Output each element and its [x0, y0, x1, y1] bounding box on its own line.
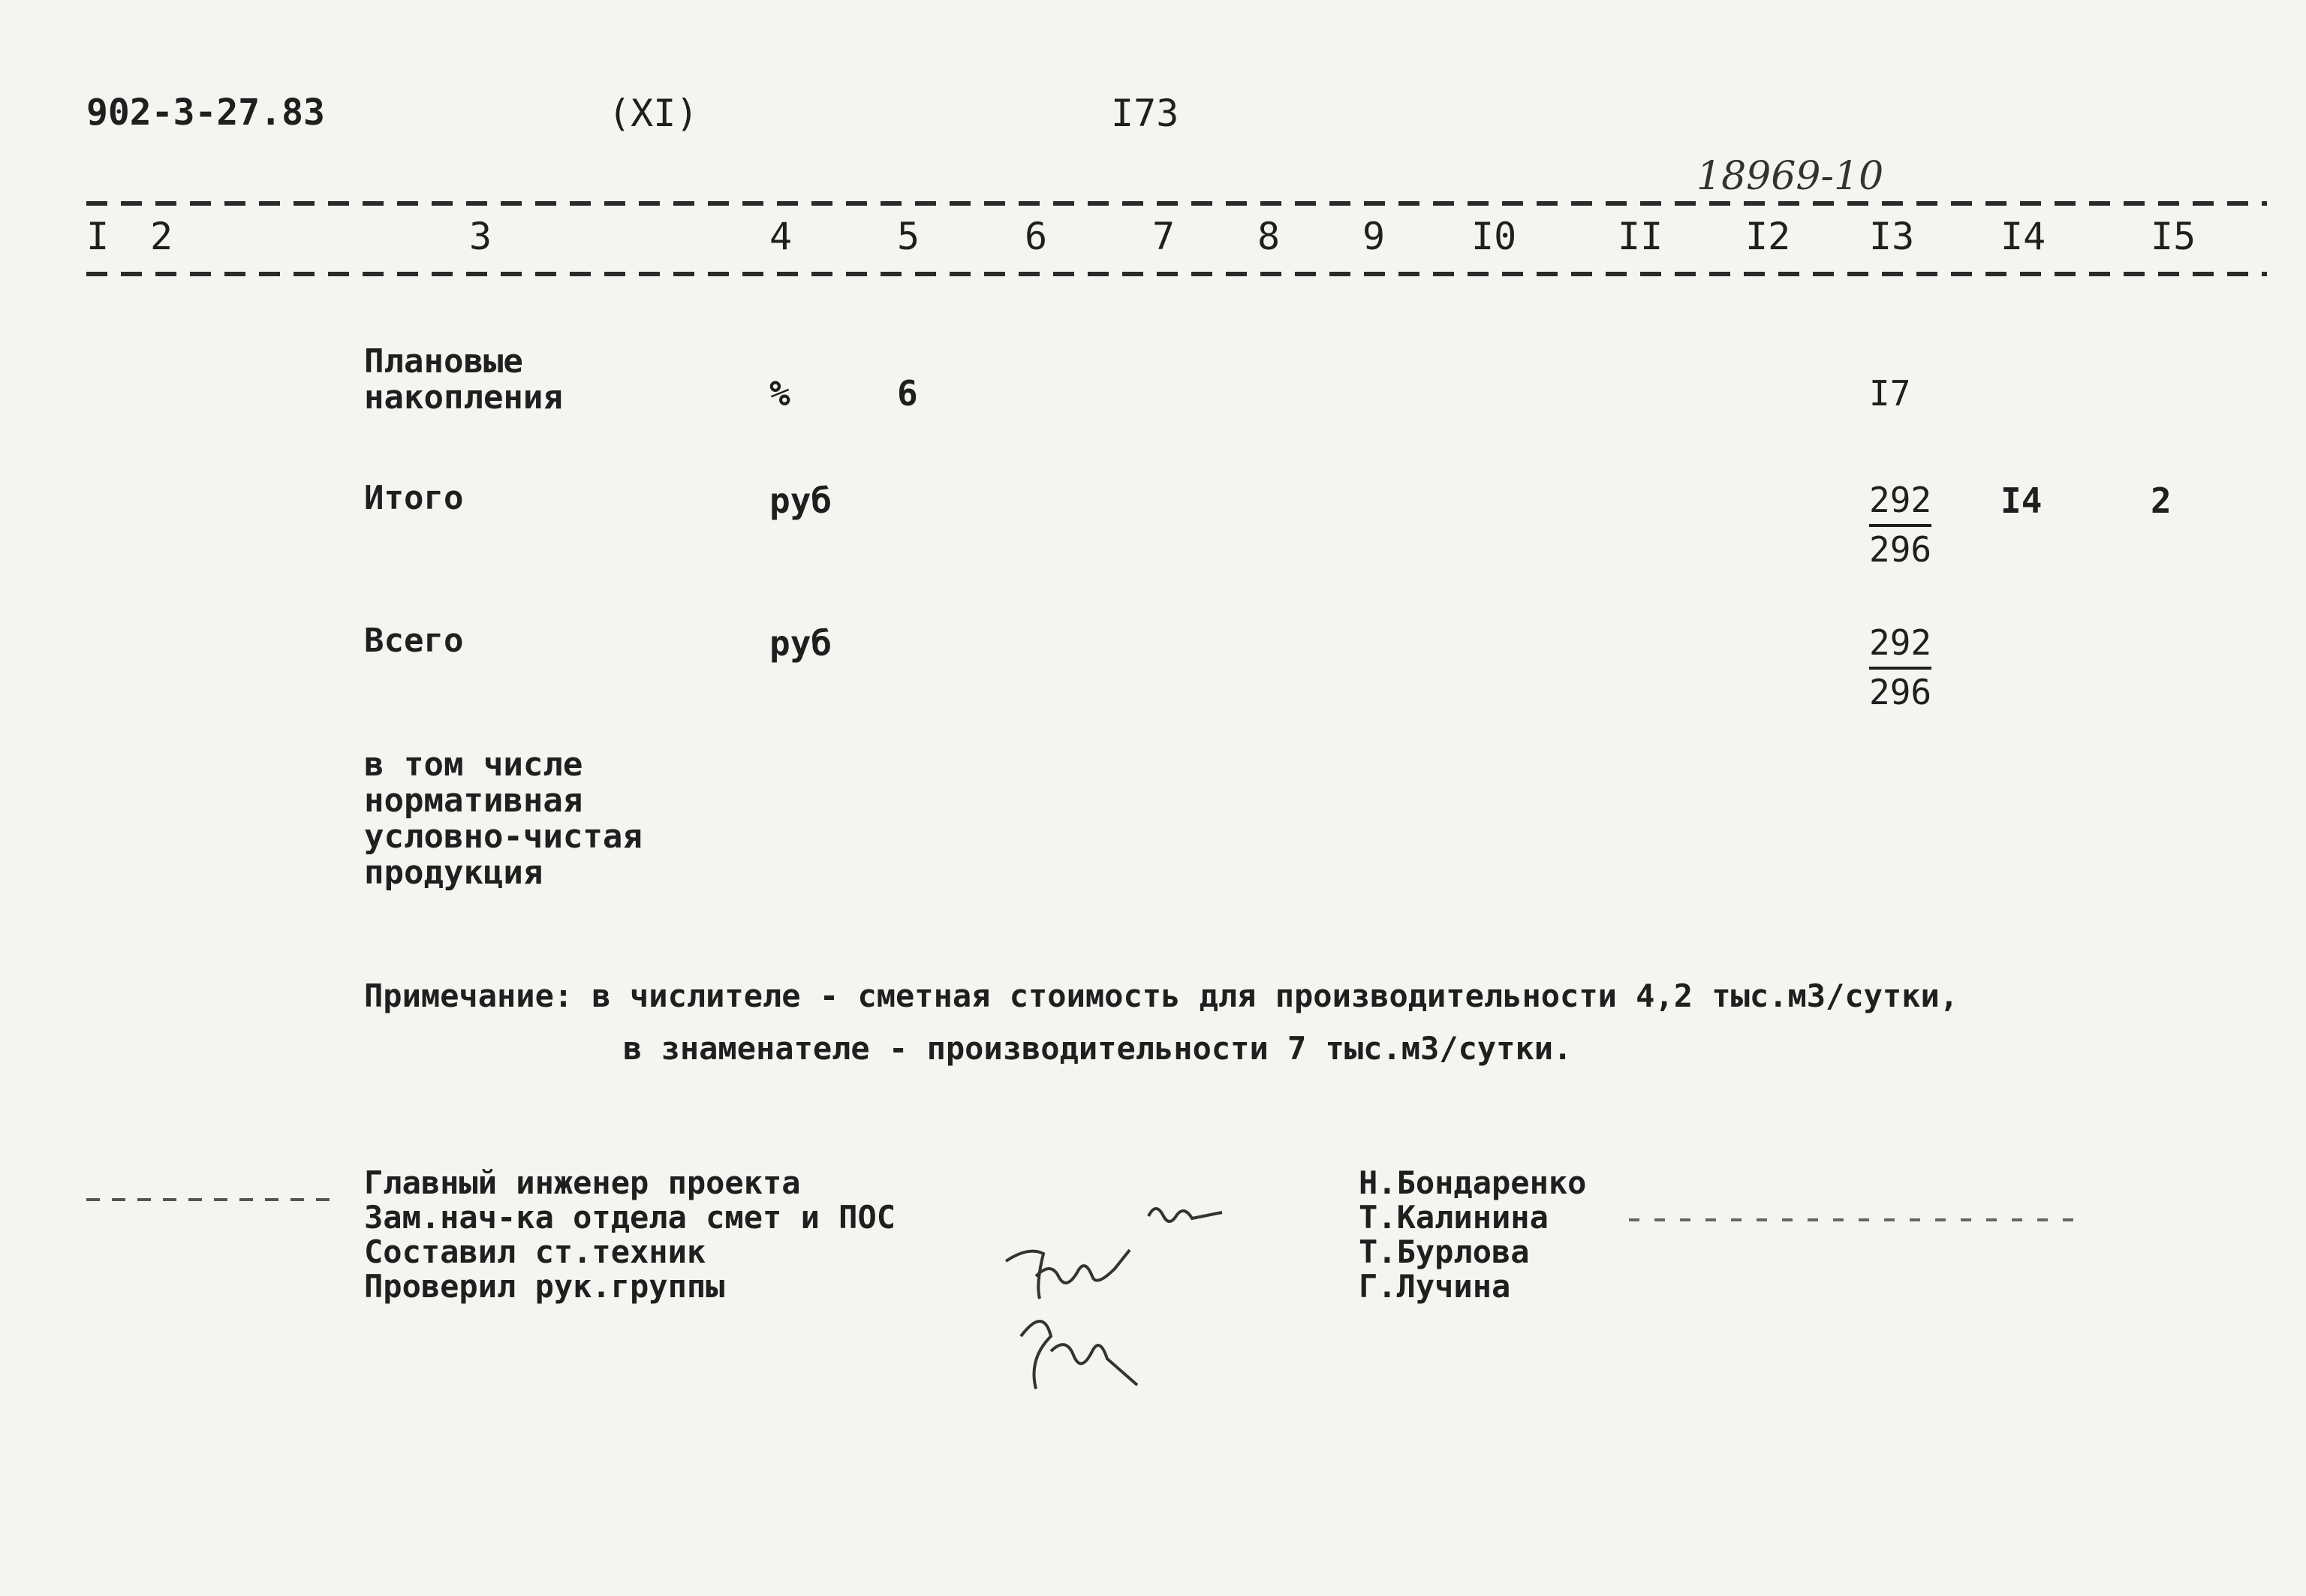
col-header-14: I4	[2000, 215, 2046, 258]
row-total-col13-fraction	[1869, 620, 1931, 715]
fraction-numerator: 292	[1869, 620, 1931, 670]
row-name-line: в том числе	[364, 745, 583, 784]
row-planned-savings-col5: 6	[897, 373, 918, 414]
signature-name: Н.Бондаренко	[1359, 1164, 1587, 1201]
col-header-10: I0	[1471, 215, 1517, 258]
col-header-6: 6	[1025, 215, 1048, 258]
signature-right-rule	[1629, 1218, 2079, 1221]
row-total-name: Всего	[364, 622, 464, 660]
row-subtotal-col15: 2	[2151, 480, 2172, 521]
signature-name: Г.Лучина	[1359, 1268, 1511, 1305]
col-header-11: II	[1618, 215, 1663, 258]
col-header-15: I5	[2151, 215, 2196, 258]
row-planned-savings-col13: I7	[1869, 373, 1911, 414]
signature-role: Составил ст.техник	[364, 1233, 706, 1270]
col-header-3: 3	[469, 215, 492, 258]
col-header-7: 7	[1152, 215, 1176, 258]
col-header-2: 2	[150, 215, 173, 258]
signature-role: Зам.нач-ка отдела смет и ПОС	[364, 1199, 896, 1236]
col-header-9: 9	[1362, 215, 1386, 258]
signature-role: Главный инженер проекта	[364, 1164, 801, 1201]
row-name-line: Плановые	[364, 342, 523, 381]
row-subtotal-col13-fraction	[1869, 477, 1931, 572]
signature-names	[1359, 1166, 1586, 1304]
note-line-1: Примечание: в числителе - сметная стоимость для производительности 4,2 тыс.м3/сутки,	[364, 977, 1959, 1014]
row-name-line: накопления	[364, 378, 563, 417]
signature-name: Т.Бурлова	[1359, 1233, 1530, 1270]
signature-name: Т.Калинина	[1359, 1199, 1549, 1236]
note-line-2: в знаменателе - производительности 7 тыс.м3/сутки.	[623, 1030, 1573, 1067]
col-header-8: 8	[1257, 215, 1281, 258]
col-header-5: 5	[897, 215, 920, 258]
table-top-rule	[86, 201, 2267, 206]
col-header-1: I	[86, 215, 110, 258]
signature-roles	[364, 1166, 896, 1304]
row-subtotal-col14: I4	[2000, 480, 2043, 521]
row-subtotal-unit: руб	[769, 480, 832, 521]
section-label: (XI)	[608, 92, 699, 135]
handwritten-ref: 18969-10	[1696, 154, 1884, 199]
signature-role: Проверил рук.группы	[364, 1268, 725, 1305]
fraction-denominator: 296	[1869, 529, 1932, 570]
row-including-name	[364, 747, 643, 891]
row-name-line: условно-чистая	[364, 818, 643, 856]
row-subtotal-name: Итого	[364, 479, 464, 517]
row-name-line: нормативная	[364, 781, 583, 820]
table-header-rule	[86, 272, 2267, 276]
row-name-line: продукция	[364, 854, 543, 892]
col-header-4: 4	[769, 215, 793, 258]
handwritten-signatures	[991, 1186, 1306, 1411]
signature-left-rule	[86, 1198, 334, 1201]
fraction-numerator: 292	[1869, 477, 1931, 527]
doc-code: 902-3-27.83	[86, 92, 325, 134]
col-header-12: I2	[1745, 215, 1791, 258]
row-planned-savings-name	[364, 344, 563, 416]
row-planned-savings-unit: %	[769, 373, 790, 414]
row-total-unit: руб	[769, 623, 832, 664]
col-header-13: I3	[1869, 215, 1915, 258]
page-number: I73	[1111, 92, 1179, 135]
fraction-denominator: 296	[1869, 672, 1932, 712]
